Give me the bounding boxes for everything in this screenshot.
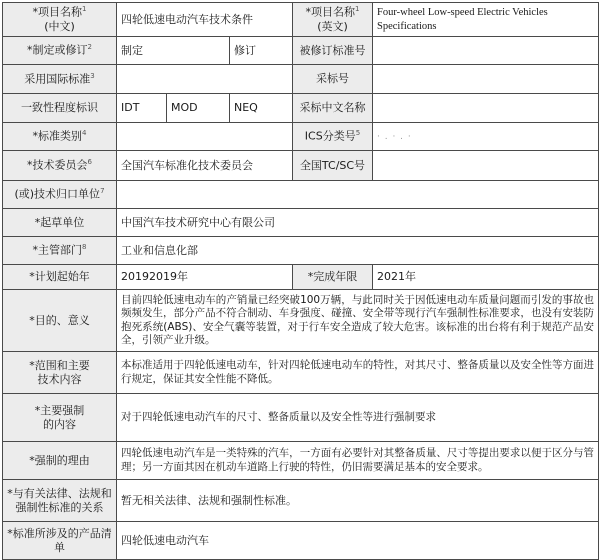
products-value[interactable]: 四轮低速电动汽车 — [117, 522, 599, 560]
adoption-code-label: 采标号 — [293, 65, 373, 94]
row-relation — [3, 480, 599, 522]
project-name-cn-value[interactable]: 四轮低速电动汽车技术条件 — [117, 3, 293, 37]
consistency-option-neq[interactable]: NEQ — [230, 94, 293, 123]
tc-sc-value[interactable] — [373, 151, 599, 181]
relation-label: *与有关法律、法规和 强制性标准的关系 — [3, 480, 117, 522]
intl-std-value[interactable] — [117, 65, 293, 94]
project-name-cn-label: *项目名称$^1$ (中文) — [3, 3, 117, 37]
row-tech-unit — [3, 181, 599, 209]
row-reason — [3, 442, 599, 480]
tc-sc-label: 全国TC/SC号 — [293, 151, 373, 181]
adoption-code-value[interactable] — [373, 65, 599, 94]
row-products — [3, 522, 599, 560]
start-year-value[interactable]: 20192019年 — [117, 265, 293, 290]
row-mandatory — [3, 394, 599, 442]
revision-option-draft[interactable]: 制定 — [117, 37, 230, 65]
adoption-cn-name-value[interactable] — [373, 94, 599, 123]
row-project-name — [3, 3, 599, 37]
products-label: *标准所涉及的产品清 单 — [3, 522, 117, 560]
consistency-label: 一致性程度标识 — [3, 94, 117, 123]
row-consistency — [3, 94, 599, 123]
row-authority — [3, 237, 599, 265]
row-committee — [3, 151, 599, 181]
ics-value-text: · . · . · — [377, 132, 412, 143]
revision-option-revise[interactable]: 修订 — [230, 37, 293, 65]
drafting-unit-value[interactable]: 中国汽车技术研究中心有限公司 — [117, 209, 599, 237]
completion-year-label: *完成年限 — [293, 265, 373, 290]
intl-std-label: 采用国际标准$^3$ — [3, 65, 117, 94]
reason-label: *强制的理由 — [3, 442, 117, 480]
committee-label: *技术委员会$^6$ — [3, 151, 117, 181]
mandatory-value[interactable]: 对于四轮低速电动汽车的尺寸、整备质量以及安全性等进行强制要求 — [117, 394, 599, 442]
start-year-label: *计划起始年 — [3, 265, 117, 290]
row-schedule — [3, 265, 599, 290]
row-scope — [3, 352, 599, 394]
revised-std-no-value[interactable] — [373, 37, 599, 65]
tech-unit-label: (或)技术归口单位$^7$ — [3, 181, 117, 209]
ics-label: ICS分类号$^5$ — [293, 123, 373, 151]
std-category-label: *标准类别$^4$ — [3, 123, 117, 151]
tech-unit-value[interactable] — [117, 181, 599, 209]
project-name-en-value[interactable]: Four-wheel Low-speed Electric Vehicles Specifications — [373, 3, 599, 37]
std-category-value[interactable] — [117, 123, 293, 151]
revision-label: *制定或修订$^2$ — [3, 37, 117, 65]
adoption-cn-name-label: 采标中文名称 — [293, 94, 373, 123]
authority-label: *主管部门$^8$ — [3, 237, 117, 265]
ics-value[interactable] — [373, 123, 599, 151]
proposal-table — [2, 2, 599, 560]
drafting-unit-label: *起草单位 — [3, 209, 117, 237]
consistency-option-idt[interactable]: IDT — [117, 94, 167, 123]
reason-value[interactable]: 四轮低速电动汽车是一类特殊的汽车，一方面有必要针对其整备质量、尺寸等提出要求以便于区分与管理；另一方面其因在机动车道路上行驶的特性，仍旧需要满足基本的安全要求。 — [117, 442, 599, 480]
purpose-value[interactable]: 目前四轮低速电动车的产销量已经突破100万辆，与此同时关于因低速电动车质量问题而引发的事故也频频发生，部分产品不符合制动、车身强度、碰撞、安全带等现行汽车强制性标准要求，也没有安装防抱死系统(ABS)、安全气囊等装置，对于行车安全造成了较大危害。该标准的出台将有利于规范产品安全，引领产业升级。 — [117, 290, 599, 352]
row-intl-std — [3, 65, 599, 94]
scope-label: *范围和主要 技术内容 — [3, 352, 117, 394]
row-revision — [3, 37, 599, 65]
row-std-category — [3, 123, 599, 151]
project-name-en-label: *项目名称$^1$ (英文) — [293, 3, 373, 37]
scope-value[interactable]: 本标准适用于四轮低速电动车，针对四轮低速电动车的特性，对其尺寸、整备质量以及安全性等方面进行规定，保证其安全性能不降低。 — [117, 352, 599, 394]
revised-std-no-label: 被修订标准号 — [293, 37, 373, 65]
committee-value[interactable]: 全国汽车标准化技术委员会 — [117, 151, 293, 181]
row-drafting-unit — [3, 209, 599, 237]
relation-value[interactable]: 暂无相关法律、法规和强制性标准。 — [117, 480, 599, 522]
authority-value[interactable]: 工业和信息化部 — [117, 237, 599, 265]
row-purpose — [3, 290, 599, 352]
purpose-label: *目的、意义 — [3, 290, 117, 352]
consistency-option-mod[interactable]: MOD — [167, 94, 230, 123]
completion-year-value[interactable]: 2021年 — [373, 265, 599, 290]
mandatory-label: *主要强制 的内容 — [3, 394, 117, 442]
